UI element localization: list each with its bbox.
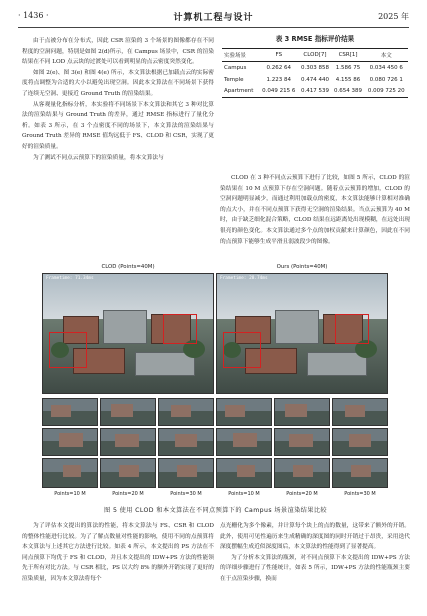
table-header-cell: 实验场景 [222, 49, 259, 62]
points-label: Points=30 M [344, 491, 376, 497]
ours-render-image [216, 273, 388, 394]
paragraph: 由于点被分布在分布式，因此 CSR 渲染的 3 个场景的图像都存在不同程度的空洞问题，特别是如图 2(d)所示，在 Campus 场景中，CSR 的渲染结果在不同 LOD 点云块的过渡处可以看到明显的点云密度突然变化。 [22, 38, 214, 66]
zoom-crop-image [100, 458, 156, 488]
header-rule [18, 27, 409, 28]
zoom-crop-image [274, 398, 330, 426]
zoom-highlight-box [223, 332, 261, 368]
figure-5 [42, 264, 388, 502]
zoom-crop-image [274, 428, 330, 456]
zoom-crop-image [216, 458, 272, 488]
table-cell: 0.049 215 6 [259, 86, 298, 98]
points-label: Points=30 M [170, 491, 202, 497]
frametime-readout: Frametime: 71.34ms [46, 276, 94, 281]
right-column-top [220, 173, 410, 247]
zoom-crop-image [216, 428, 272, 456]
table-title: 表 3 RMSE 指标评价结果 [275, 35, 355, 43]
zoom-crop-image [42, 428, 98, 456]
zoom-crop-image [216, 398, 272, 426]
table-cell: Campus [224, 64, 247, 71]
zoom-highlight-box [335, 314, 369, 344]
table-cell: 0.009 725 20 [365, 86, 408, 98]
table-header-cell: FS [259, 49, 298, 62]
left-column-bottom [22, 521, 214, 585]
zoom-crop-image [158, 398, 214, 426]
table-header-cell: 本文 [365, 49, 408, 62]
figure-left-title: CLOD (Points=40M) [101, 264, 155, 270]
rmse-table [222, 48, 408, 98]
points-label: Points=10 M [228, 491, 260, 497]
zoom-highlight-box [49, 332, 87, 368]
paragraph: 为了评估本文提出的算法的性能，将本文算法与 FS、CSR 和 CLOD 的整体性能进行比较。为了了解点数量对性能的影响，使用不同的点预算将本文算法与上述其它方法进行比较。如表 4 所示，本文提出的 PS 方法在不同点预算下均优于 FS 和 CLOD，并且本文提出的 IDW+PS 方法的性能领先于所有对比方法。与 CSR 相比，PS 以大约 8% 的额外开销实现了更好的渲染质量，因为本文算法将每个 [22, 523, 214, 582]
points-label: Points=10 M [54, 491, 86, 497]
paragraph: CLOD 在 3 种不同点云预算下进行了比较，如图 5 所示，CLOD 的渲染结果在 10 M 点预算下存在空洞问题。随着点云预算的增加，CLOD 的空洞问题明显减少，而通过利用加载点的密度，本文算法能够计算相对准确的点大小，并在不同点预算下获得无空洞的渲染结果。当点云预算为 40 M 时，由于缺乏细化混合策略，CLOD 结果在远距离处出现模糊，在远处出现很亮的颜色变化。本文算法通过多个点的加权贡献来计算颜色，因此在不同的点预算下能够生成平滑且弱波段少的图像。 [220, 175, 410, 245]
points-label: Points=20 M [112, 491, 144, 497]
frametime-readout: Frametime: 28.74ms [220, 276, 268, 281]
zoom-crop-image [158, 428, 214, 456]
journal-name: 计算机工程与设计 [173, 13, 254, 23]
paragraph: 为了分析本文算法的瓶颈，对不同点预算下本文提出的 IDW+PS 方法的详细步骤进行了性能统计，如表 5 所示，IDW+PS 方法的性能瓶颈主要在于点渲染步骤，换而 [220, 554, 410, 582]
zoom-crop-image [100, 428, 156, 456]
clod-render-image [42, 273, 214, 394]
zoom-crop-image [332, 458, 388, 488]
zoom-crop-image [42, 458, 98, 488]
table-cell: Temple [224, 76, 244, 83]
page-number: · 1436 · [18, 11, 49, 20]
zoom-crop-image [332, 428, 388, 456]
table-header-cell: CSR[1] [332, 49, 365, 62]
table-cell: Apartment [222, 86, 259, 98]
zoom-crop-image [332, 398, 388, 426]
table-cell: 4.155 86 [335, 76, 361, 83]
paragraph: 点光栅化为多个像素，并计算每个块上的点的数量，这带来了额外的开销。此外，使用可见性遍历来生成精确的深度图的同时开销过于昂贵，采用迭代深度摆幅生成近似深度图后，本文算法的性能得到了显著提高。 [220, 523, 410, 551]
zoom-crop-image [274, 458, 330, 488]
right-column-bottom [220, 521, 410, 585]
left-column-top [22, 36, 214, 163]
table-cell: 0.080 726 1 [369, 76, 403, 83]
paragraph: 如图 2(e)、图 3(e) 和图 4(e) 所示，本文算法根据已加载点云的实际密度将点调整为合适的大小以避免出现空洞。因此本文算法在不同场景下获得了连续无空洞、更接近 Ground Truth 的渲染结果。 [22, 69, 214, 97]
table-header-cell: CLOD[7] [298, 49, 331, 62]
points-label: Points=20 M [286, 491, 318, 497]
table-cell: 0.303 858 [300, 64, 329, 71]
paragraph: 为了测试不同点云预算下的渲染质量，将本文算法与 [33, 154, 164, 161]
figure-right-title: Ours (Points=40M) [276, 264, 328, 270]
table-cell: 1.223 84 [266, 76, 292, 83]
zoom-crop-image [100, 398, 156, 426]
table-row [222, 74, 408, 86]
table-cell: 0.034 450 6 [369, 64, 403, 71]
table-cell: 0.262 64 [266, 64, 292, 71]
figure-caption: 图 5 使用 CLOD 和本文算法在不同点预算下的 Campus 场景渲染结果比较 [103, 507, 328, 514]
table-cell: 0.654 389 [332, 86, 365, 98]
table-row [222, 62, 408, 74]
table-cell: 0.474 440 [300, 76, 329, 83]
table-cell: 0.417 539 [298, 86, 331, 98]
zoom-highlight-box [163, 314, 197, 344]
zoom-crop-image [42, 398, 98, 426]
table-header-row [222, 49, 408, 62]
running-head [18, 10, 409, 24]
zoom-crop-image [158, 458, 214, 488]
table-cell: 1.586 75 [335, 64, 361, 71]
publication-year: 2025 年 [378, 12, 409, 21]
paragraph: 从客观量化指标分析，本实验将不同场景下本文算法和其它 3 种对比算法的渲染结果与 Ground Truth 的差异，通过 RMSE 指标进行了量化分析。如表 3 所示，在 3 个点密度不同的场景下，本文算法的渲染结果与 Ground Truth 差异的 RMSE 值均远低于 FS、CLOD 和 CSR，实现了更好的渲染质量。 [22, 101, 214, 150]
table-row [222, 86, 408, 98]
